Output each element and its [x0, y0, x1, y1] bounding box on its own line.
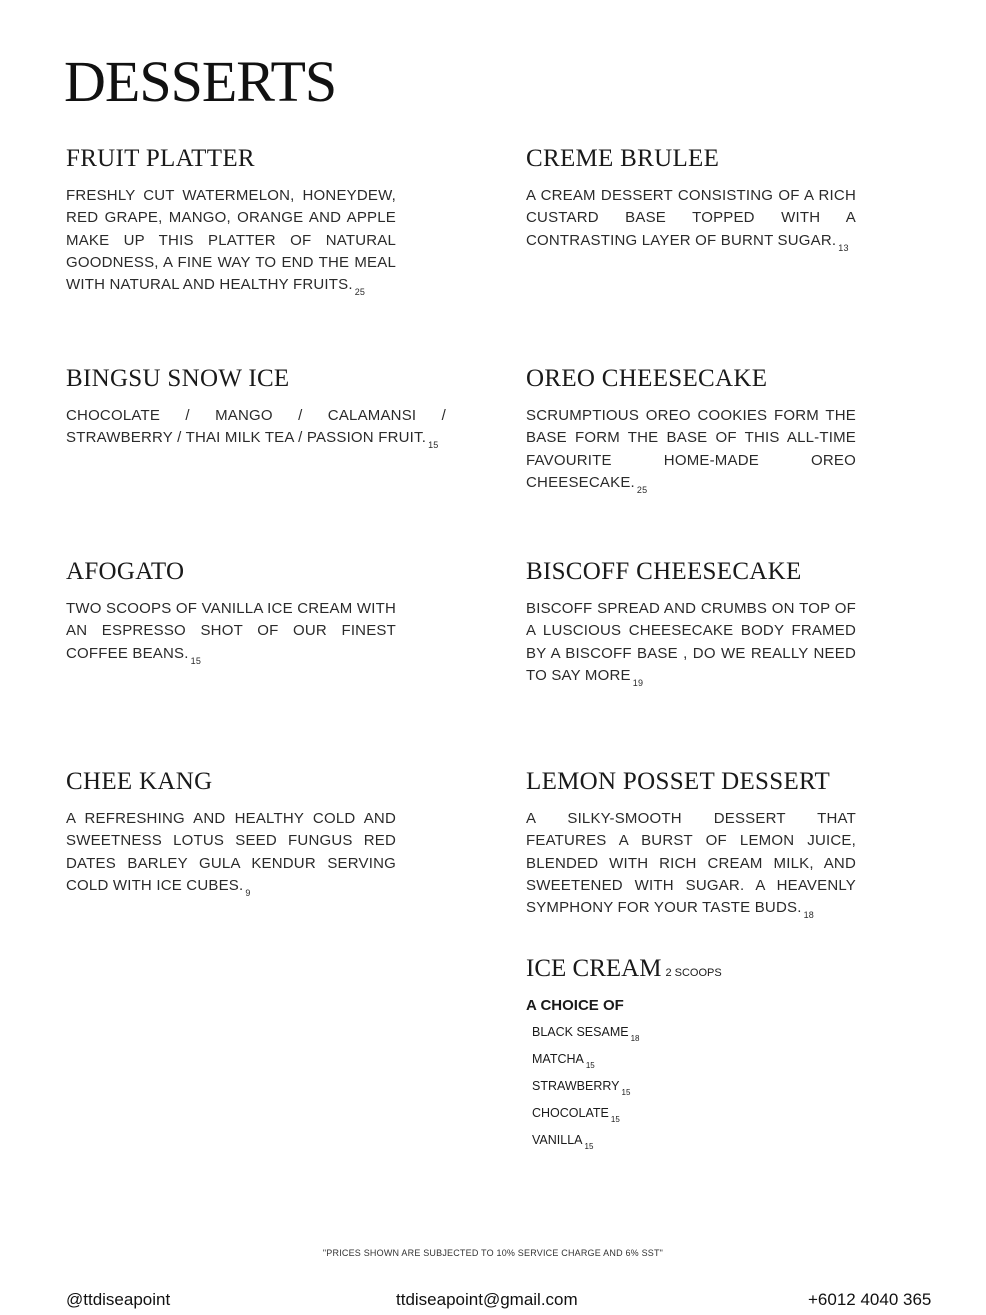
item-description: BISCOFF SPREAD AND CRUMBS ON TOP OF A LUSCIOUS CHEESECAKE BODY FRAMED BY A BISCOFF BASE , DO WE REALLY NEED TO SAY MORE $_{19}$: [526, 600, 856, 688]
flavour-list: [532, 1022, 639, 1157]
list-item: MATCHA $_{15}$: [532, 1052, 595, 1070]
email-address: ttdiseapoint@gmail.com: [396, 1290, 578, 1309]
flavour-price: 15: [585, 1061, 595, 1070]
item-price: 25: [636, 484, 648, 495]
price-disclaimer: "PRICES SHOWN ARE SUBJECTED TO 10% SERVICE CHARGE AND 6% SST": [322, 1248, 664, 1258]
item-price: 13: [838, 242, 849, 253]
item-price: 18: [803, 910, 814, 921]
item-name: CREME BRULEE: [526, 145, 720, 172]
item-description: A REFRESHING AND HEALTHY COLD AND SWEETNESS LOTUS SEED FUNGUS RED DATES BARLEY GULA KENDUR SERVING COLD WITH ICE CUBES. $_9$: [66, 810, 396, 898]
list-item: VANILLA $_{15}$: [532, 1133, 594, 1151]
menu-item-biscoff-cheesecake: [526, 558, 856, 694]
menu-item-fruit-platter: [66, 145, 396, 303]
item-name: BISCOFF CHEESECAKE: [526, 558, 802, 585]
item-description: A CREAM DESSERT CONSISTING OF A RICH CUSTARD BASE TOPPED WITH A CONTRASTING LAYER OF BURNT SUGAR. $_{13}$: [526, 187, 856, 253]
item-description: TWO SCOOPS OF VANILLA ICE CREAM WITH AN ESPRESSO SHOT OF OUR FINEST COFFEE BEANS. $_{15}$: [66, 600, 396, 666]
item-name: BINGSU SNOW ICE: [66, 365, 290, 392]
item-name: LEMON POSSET DESSERT: [526, 768, 831, 795]
instagram-handle: @ttdiseapoint: [66, 1290, 171, 1309]
list-item: STRAWBERRY $_{15}$: [532, 1079, 631, 1097]
choice-heading: A CHOICE OF: [526, 997, 624, 1014]
item-price: 15: [428, 440, 439, 451]
item-name: FRUIT PLATTER: [66, 145, 255, 172]
flavour-price: 15: [610, 1115, 620, 1124]
flavour-price: 18: [630, 1034, 640, 1043]
flavour-price: 15: [621, 1088, 631, 1097]
item-price: 15: [190, 655, 202, 666]
item-name: AFOGATO: [66, 558, 185, 585]
menu-item-lemon-posset: [526, 768, 856, 926]
menu-item-creme-brulee: [526, 145, 856, 259]
menu-item-afogato: [66, 558, 396, 672]
menu-item-oreo-cheesecake: [526, 365, 856, 501]
phone-number: +6012 4040 365: [808, 1290, 932, 1309]
ice-cream-note: 2 SCOOPS: [665, 967, 722, 979]
item-name: OREO CHEESECAKE: [526, 365, 768, 392]
ice-cream-title: ICE CREAM 2 SCOOPS: [526, 955, 722, 982]
menu-item-bingsu-snow-ice: [66, 365, 446, 457]
list-item: CHOCOLATE $_{15}$: [532, 1106, 620, 1124]
item-description: CHOCOLATE / MANGO / CALAMANSI / STRAWBERRY / THAI MILK TEA / PASSION FRUIT. $_{15}$: [66, 407, 446, 451]
item-price: 19: [632, 677, 644, 688]
item-price: 25: [354, 287, 366, 298]
item-description: A SILKY-SMOOTH DESSERT THAT FEATURES A BURST OF LEMON JUICE, BLENDED WITH RICH CREAM MILK, AND SWEETENED WITH SUGAR. A HEAVENLY SYMPHONY FOR YOUR TASTE BUDS. $_{18}$: [526, 810, 856, 921]
item-price: 9: [245, 887, 251, 898]
item-description: SCRUMPTIOUS OREO COOKIES FORM THE BASE FORM THE BASE OF THIS ALL-TIME FAVOURITE HOME-MADE OREO CHEESECAKE. $_{25}$: [526, 407, 856, 495]
item-description: FRESHLY CUT WATERMELON, HONEYDEW, RED GRAPE, MANGO, ORANGE AND APPLE MAKE UP THIS PLATTER OF NATURAL GOODNESS, A FINE WAY TO END THE MEAL WITH NATURAL AND HEALTHY FRUITS. $_{25}$: [66, 187, 396, 298]
menu-item-chee-kang: [66, 768, 396, 904]
page-title: DESSERTS: [64, 49, 337, 114]
flavour-price: 15: [584, 1142, 594, 1151]
list-item: BLACK SESAME $_{18}$: [532, 1025, 640, 1043]
item-name: CHEE KANG: [66, 768, 213, 795]
